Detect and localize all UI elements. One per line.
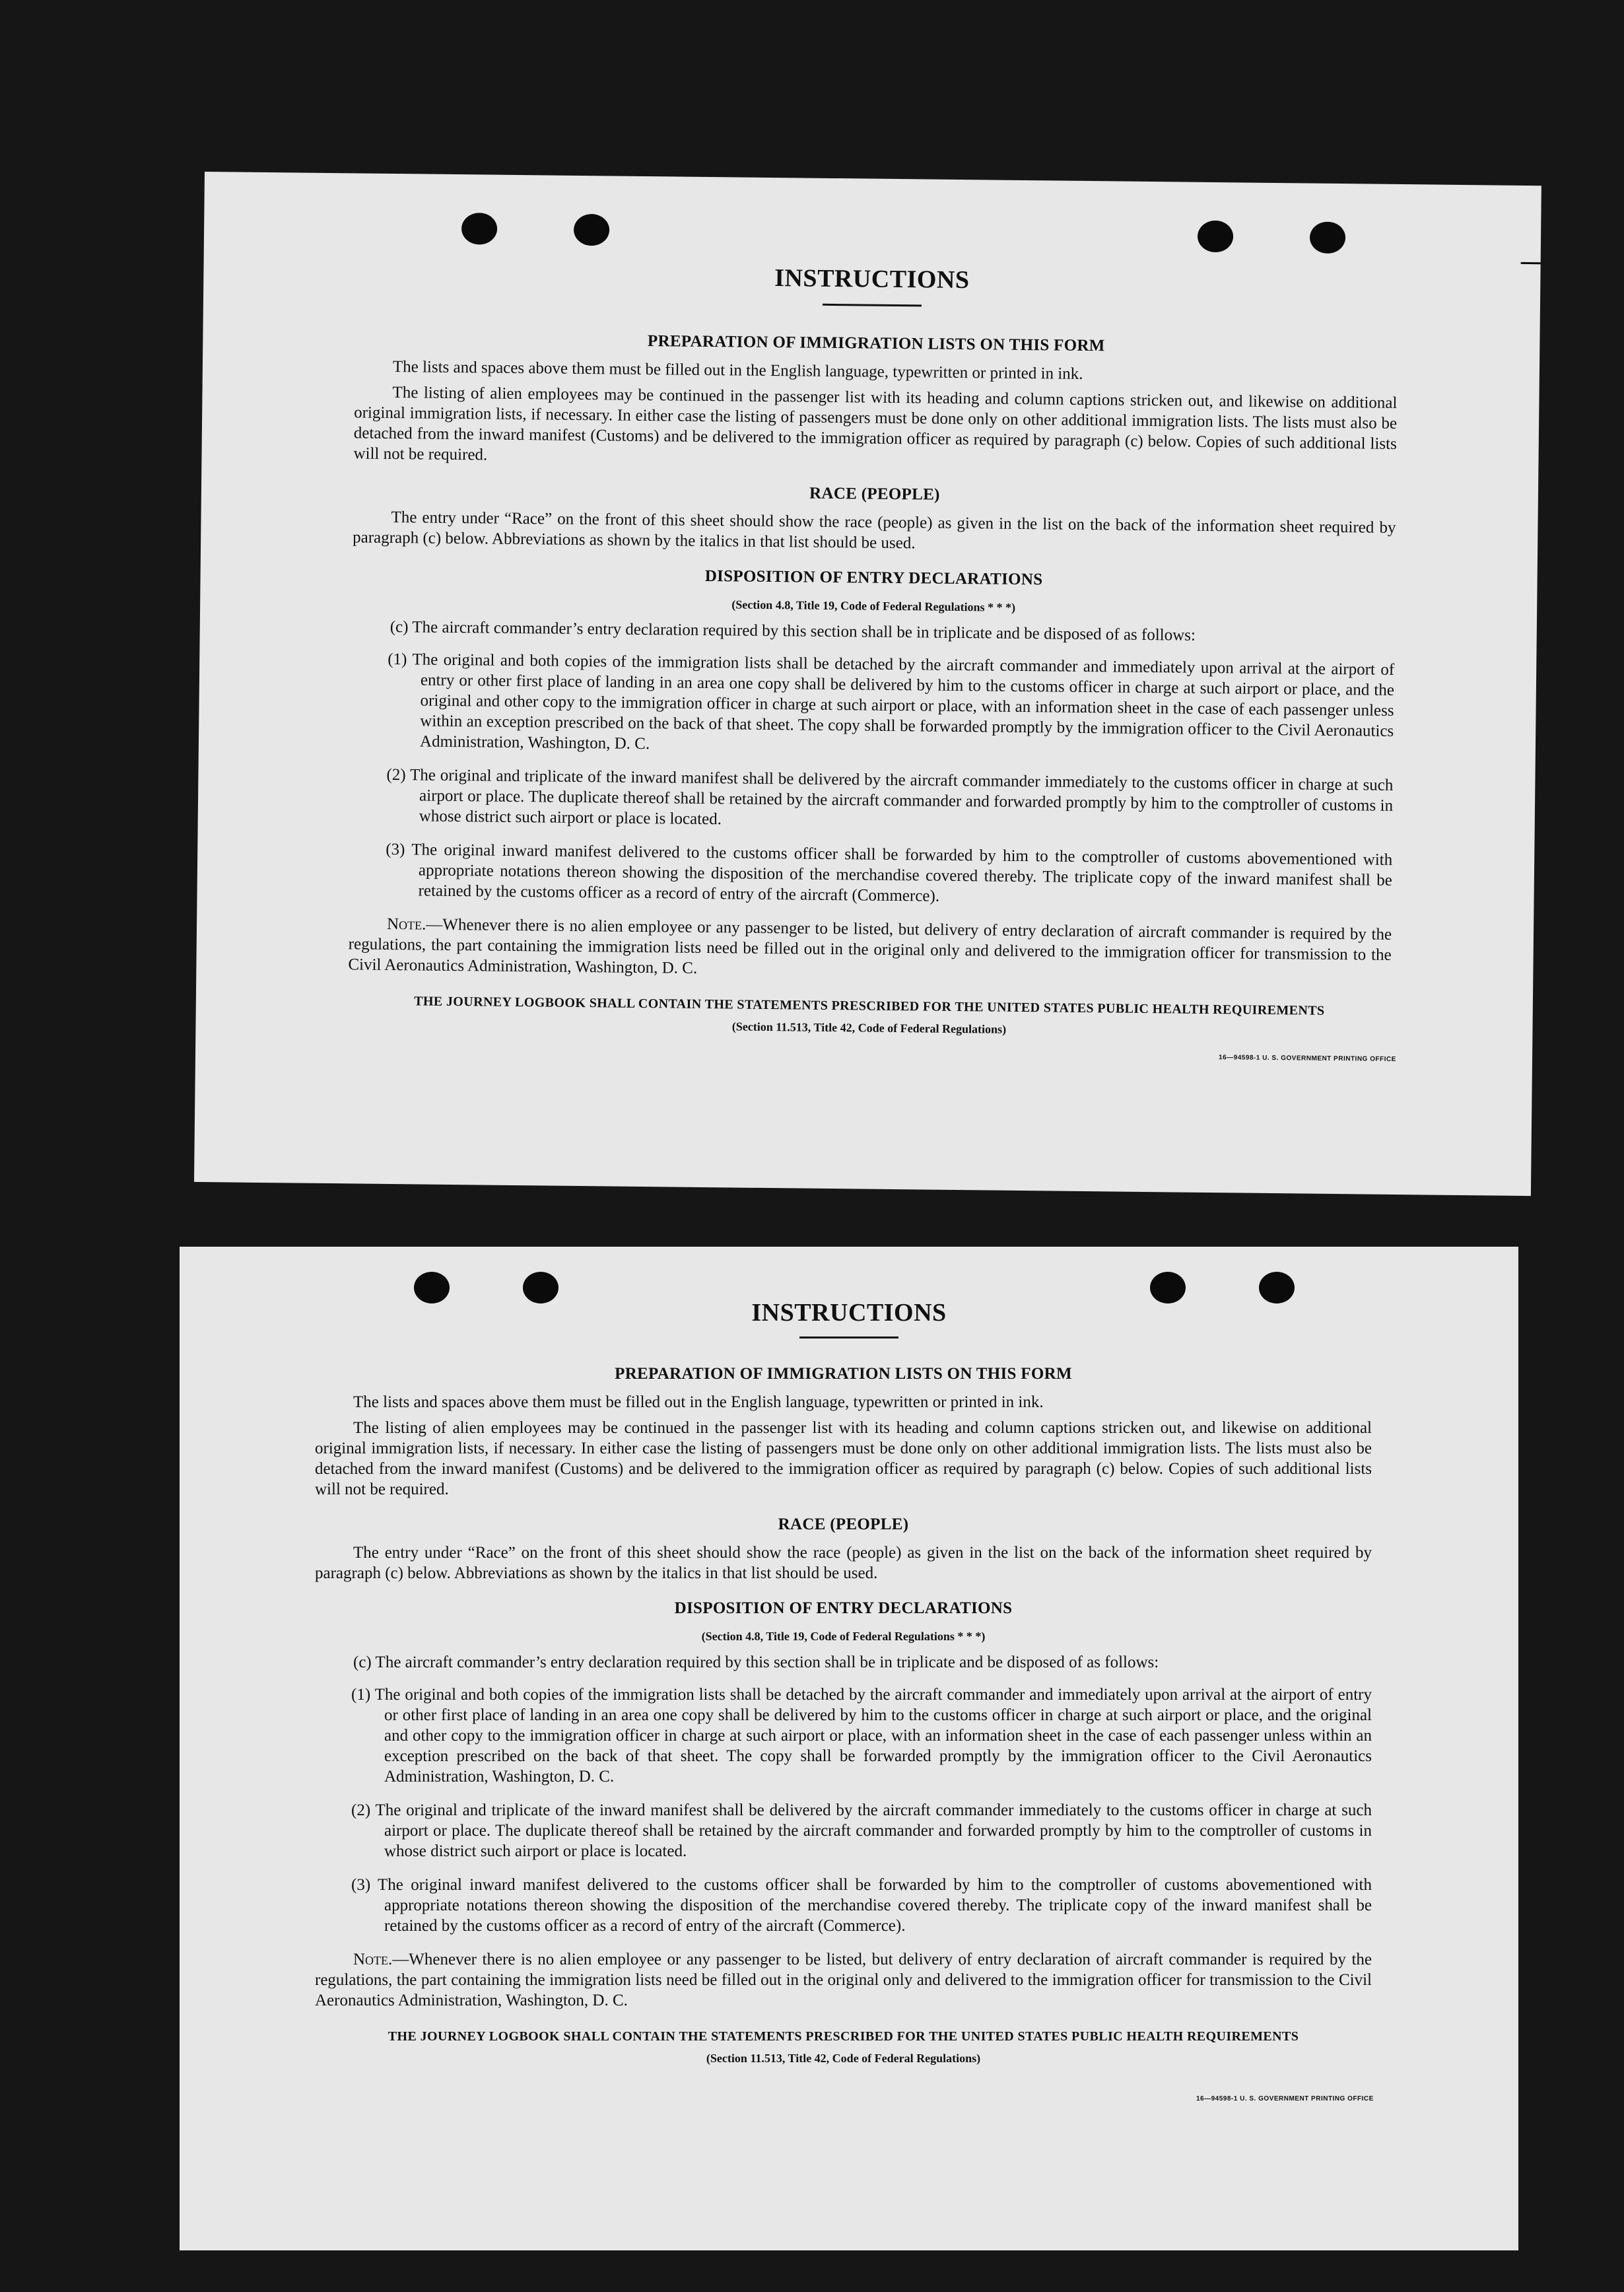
instruction-sheet-bottom	[180, 1247, 1518, 2250]
paragraph: The listing of alien employees may be continued in the passenger list with its heading and column captions stricken out, and likewise on additional original immigration lists, if necessary. In either case the listing of passengers must be done only on other additional immigration lists. The lists must also be detached from the inward manifest (Customs) and be delivered to the immigration officer as required by paragraph (c) below. Copies of such additional lists will not be required.	[315, 1419, 1372, 1498]
note-label: Note.	[353, 1951, 393, 1968]
note-text: —Whenever there is no alien employee or any passenger to be listed, but delivery of entry declaration of aircraft commander is required by the regulations, the part containing the immigration lists need be filled out in the original only and delivered to the immigration officer for transmission to the Civil Aeronautics Administration, Washington, D. C.	[348, 915, 1392, 977]
section-heading: RACE (PEOPLE)	[778, 1515, 909, 1533]
section-heading: PREPARATION OF IMMIGRATION LISTS ON THIS FORM	[647, 332, 1105, 355]
logbook-citation: (Section 11.513, Title 42, Code of Federal Regulations)	[731, 1020, 1007, 1036]
list-item: (2) The original and triplicate of the inward manifest shall be delivered by the aircraft commander immediately to the customs officer in charge at such airport or place. The duplicate thereof shall be retained by the aircraft commander and forwarded promptly by him to the comptroller of customs in whose district such airport or place is located.	[386, 765, 1394, 829]
note-text: —Whenever there is no alien employee or any passenger to be listed, but delivery of entry declaration of aircraft commander is required by the regulations, the part containing the immigration lists need be filled out in the original only and delivered to the immigration officer for transmission to the Civil Aeronautics Administration, Washington, D. C.	[315, 1951, 1372, 2009]
logbook-statement: THE JOURNEY LOGBOOK SHALL CONTAIN THE STATEMENTS PRESCRIBED FOR THE UNITED STATES PUBLIC HEALTH REQUIREMENTS	[388, 2029, 1299, 2044]
section-heading: RACE (PEOPLE)	[809, 484, 940, 504]
paragraph-c: (c) The aircraft commander’s entry declaration required by this section shall be in triplicate and be disposed of as follows:	[389, 617, 1196, 644]
title-underline	[822, 304, 921, 307]
section-heading: DISPOSITION OF ENTRY DECLARATIONS	[674, 1599, 1013, 1617]
logbook-statement: THE JOURNEY LOGBOOK SHALL CONTAIN THE STATEMENTS PRESCRIBED FOR THE UNITED STATES PUBLIC HEALTH REQUIREMENTS	[414, 994, 1325, 1018]
note-label: Note.	[386, 915, 426, 934]
sheet-content	[194, 172, 1541, 1196]
section-citation: (Section 4.8, Title 19, Code of Federal Regulations * * *)	[731, 598, 1016, 614]
list-item: (1) The original and both copies of the immigration lists shall be detached by the aircraft commander and immediately upon arrival at the airport of entry or other first place of landing in an area one copy shall be delivered by him to the customs officer in charge at such airport or place, and the original and other copy to the immigration officer in charge at such airport or place, with an information sheet in the case of each passenger unless within an exception prescribed on the back of that sheet. The copy shall be forwarded promptly by the immigration officer to the Civil Aeronautics Administration, Washington, D. C.	[388, 650, 1395, 753]
title-underline	[799, 1337, 898, 1338]
section-heading: PREPARATION OF IMMIGRATION LISTS ON THIS FORM	[615, 1365, 1072, 1383]
paragraph: The entry under “Race” on the front of this sheet should show the race (people) as given in the list on the back of the information sheet required by paragraph (c) below. Abbreviations as shown by the italics in that list should be used.	[315, 1544, 1372, 1582]
paragraph: The entry under “Race” on the front of this sheet should show the race (people) as given in the list on the back of the information sheet required by paragraph (c) below. Abbreviations as shown by the italics in that list should be used.	[353, 508, 1396, 553]
list-item: (3) The original inward manifest delivered to the customs officer shall be forwarded by him to the comptroller of customs abovementioned with appropriate notations thereon showing the disposition of the merchandise covered thereby. The triplicate copy of the inward manifest shall be retained by the customs officer as a record of entry of the aircraft (Commerce).	[351, 1876, 1372, 1935]
section-citation: (Section 4.8, Title 19, Code of Federal Regulations * * *)	[701, 1630, 986, 1643]
paragraph: The lists and spaces above them must be filled out in the English language, typewritten or printed in ink.	[353, 1393, 1044, 1411]
instructions-body	[347, 313, 1398, 1043]
list-item: (2) The original and triplicate of the inward manifest shall be delivered by the aircraft commander immediately to the customs officer in charge at such airport or place. The duplicate thereof shall be retained by the aircraft commander and forwarded promptly by him to the comptroller of customs in whose district such airport or place is located.	[351, 1801, 1372, 1860]
printer-imprint: 16—94598-1 U. S. GOVERNMENT PRINTING OFFICE	[1218, 1054, 1396, 1063]
printer-imprint: 16—94598-1 U. S. GOVERNMENT PRINTING OFFICE	[1196, 2095, 1374, 2102]
note-paragraph	[315, 1949, 1372, 2011]
logbook-citation: (Section 11.513, Title 42, Code of Federal Regulations)	[706, 2052, 981, 2065]
paragraph-c: (c) The aircraft commander’s entry declaration required by this section shall be in triplicate and be disposed of as follows:	[353, 1653, 1159, 1671]
section-heading: DISPOSITION OF ENTRY DECLARATIONS	[704, 567, 1043, 589]
page-title: INSTRUCTIONS	[774, 264, 970, 295]
list-item: (1) The original and both copies of the immigration lists shall be detached by the aircraft commander and immediately upon arrival at the airport of entry or other first place of landing in an area one copy shall be delivered by him to the customs officer in charge at such airport or place, and the original and other copy to the immigration officer in charge at such airport or place, with an information sheet in the case of each passenger unless within an exception prescribed on the back of that sheet. The copy shall be forwarded promptly by the immigration officer to the Civil Aeronautics Administration, Washington, D. C.	[351, 1686, 1372, 1786]
note-paragraph	[348, 913, 1392, 986]
sheet-content	[180, 1247, 1518, 2250]
list-item: (3) The original inward manifest delivered to the customs officer shall be forwarded by him to the comptroller of customs abovementioned with appropriate notations thereon showing the disposition of the merchandise covered thereby. The triplicate copy of the inward manifest shall be retained by the customs officer as a record of entry of the aircraft (Commerce).	[386, 840, 1393, 905]
paragraph: The lists and spaces above them must be filled out in the English language, typewritten or printed in ink.	[392, 358, 1083, 383]
paragraph: The listing of alien employees may be continued in the passenger list with its heading and column captions stricken out, and likewise on additional original immigration lists, if necessary. In either case the listing of passengers must be done only on other additional immigration lists. The lists must also be detached from the inward manifest (Customs) and be delivered to the immigration officer as required by paragraph (c) below. Copies of such additional lists will not be required.	[353, 383, 1398, 464]
instruction-sheet-top	[194, 172, 1541, 1196]
page-title: INSTRUCTIONS	[751, 1299, 947, 1327]
instructions-body	[315, 1349, 1372, 2069]
